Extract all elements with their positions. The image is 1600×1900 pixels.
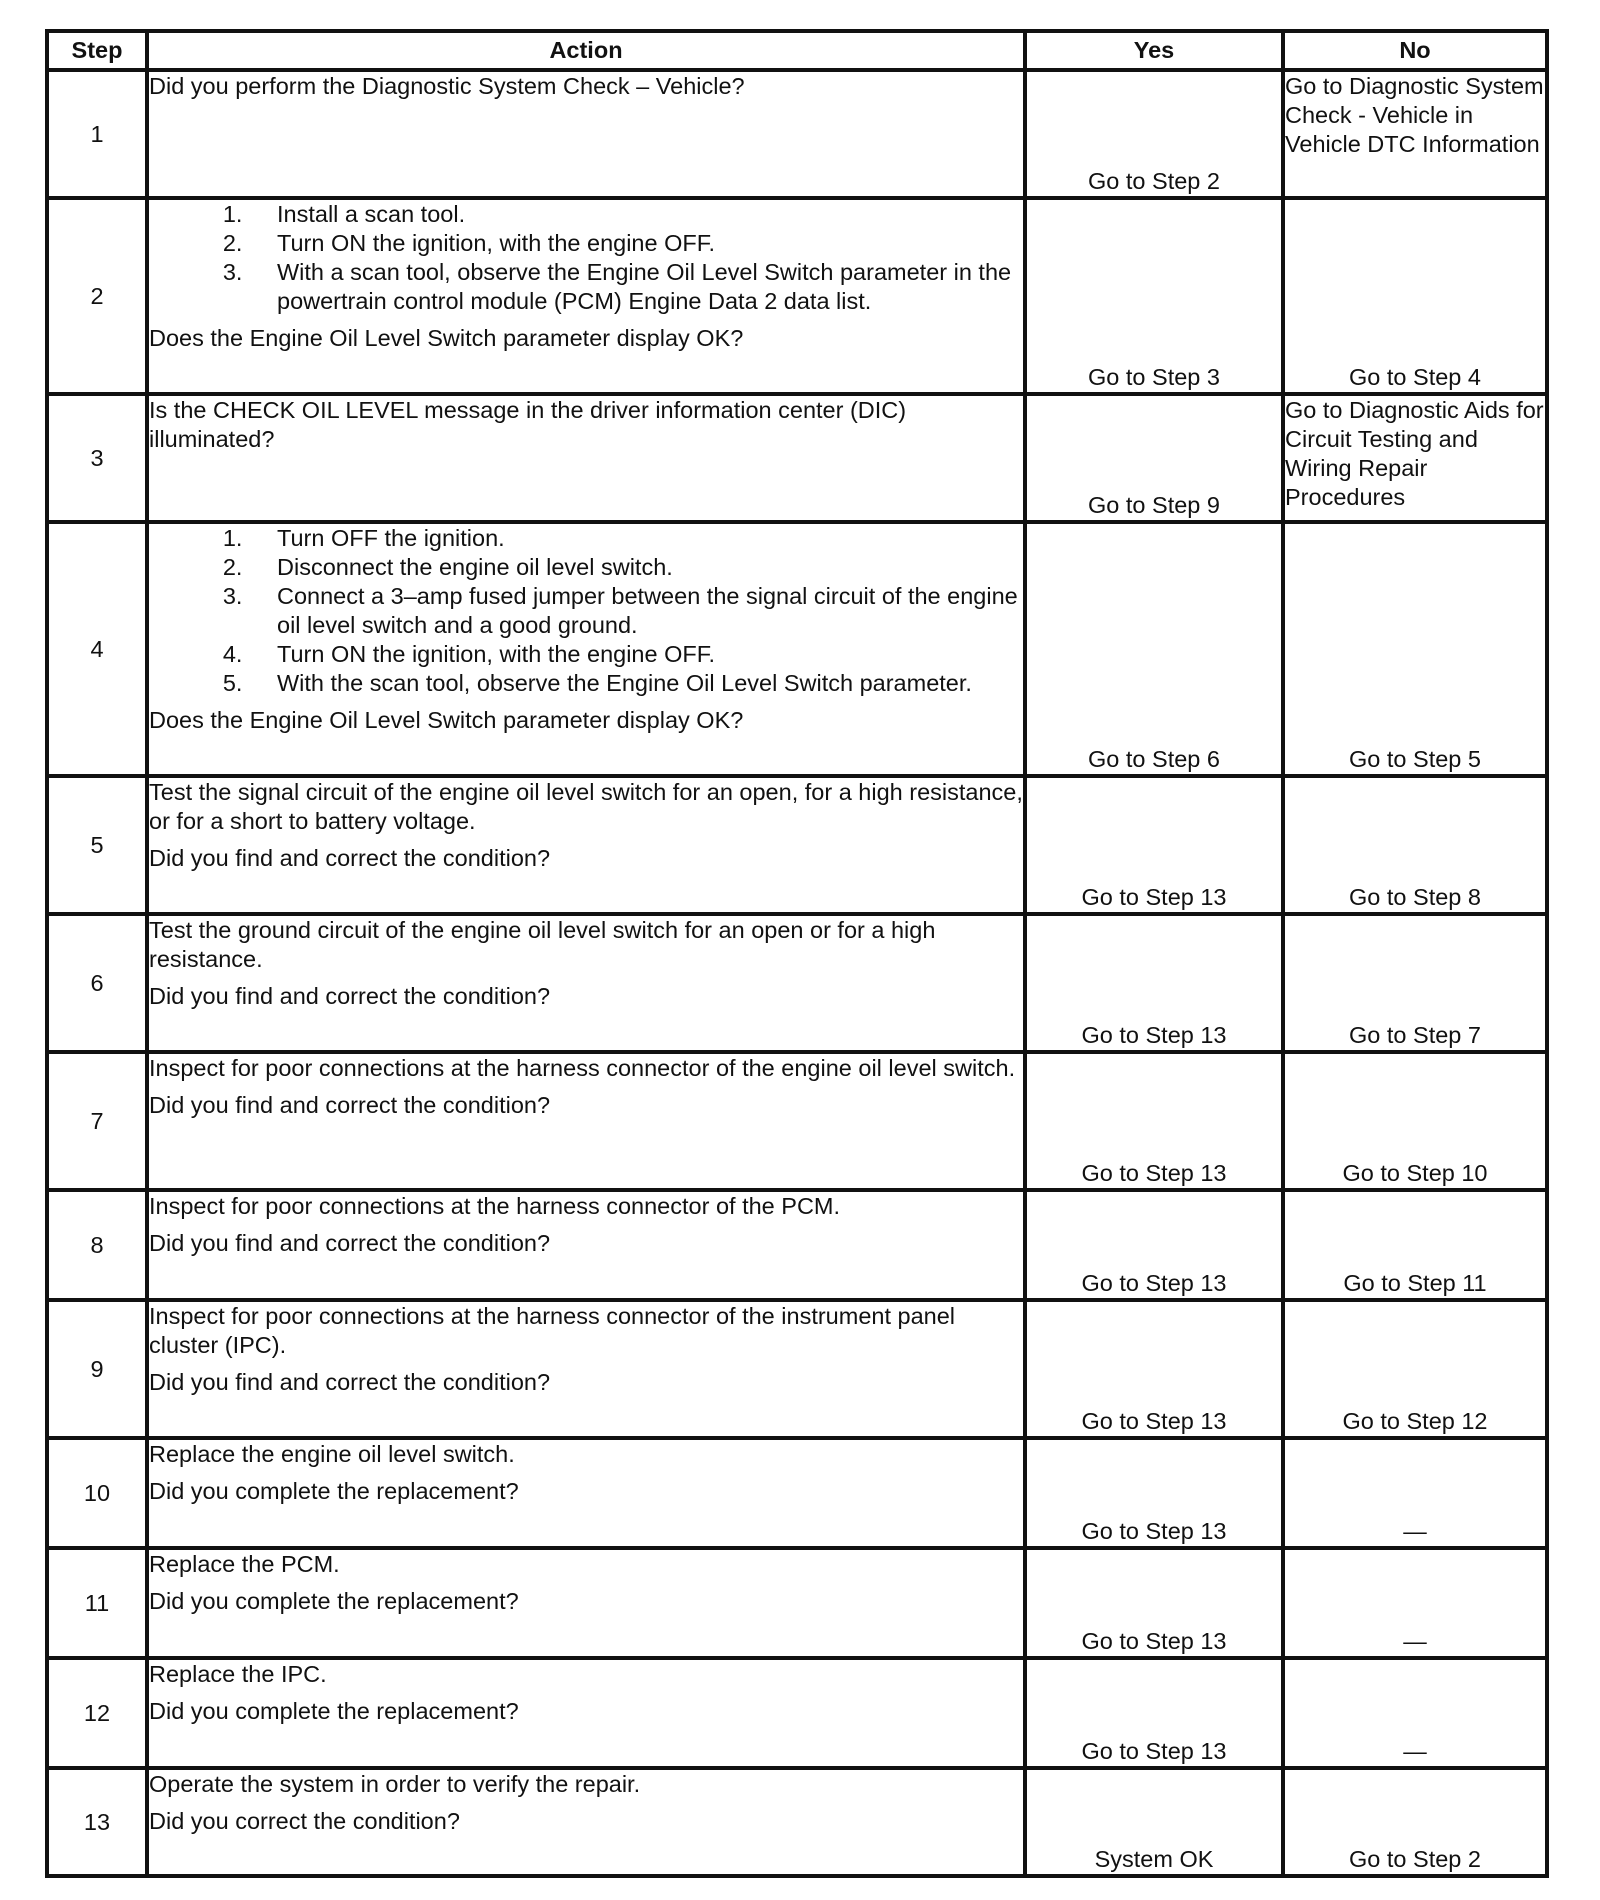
table-row [47, 522, 1547, 776]
action-content [149, 916, 1023, 1011]
yes-result: Go to Step 13 [1025, 914, 1283, 1052]
step-number: 4 [47, 522, 147, 776]
step-number: 9 [47, 1300, 147, 1438]
yes-result: Go to Step 13 [1025, 1190, 1283, 1300]
question-text: Did you complete the replacement? [149, 1698, 519, 1724]
procedure-list [149, 524, 1023, 698]
question-text: Did you complete the replacement? [149, 1588, 519, 1614]
action-content [149, 1192, 1023, 1258]
table-row [47, 1190, 1547, 1300]
action-text: Inspect for poor connections at the harness connector of the instrument panel cluster (IPC). [149, 1303, 956, 1358]
step-number: 7 [47, 1052, 147, 1190]
step-number: 3 [47, 394, 147, 522]
step-number: 8 [47, 1190, 147, 1300]
table-row [47, 1052, 1547, 1190]
table-row [47, 198, 1547, 394]
step-number: 2 [47, 198, 147, 394]
action-text: Replace the PCM. [149, 1551, 340, 1577]
action-cell [147, 776, 1025, 914]
no-result: Go to Step 10 [1283, 1052, 1547, 1190]
action-text: Operate the system in order to verify the repair. [149, 1771, 641, 1797]
diagnostic-table [45, 29, 1549, 1878]
action-cell [147, 1052, 1025, 1190]
question-text: Did you find and correct the condition? [149, 845, 551, 871]
table-row [47, 70, 1547, 198]
step-number: 1 [47, 70, 147, 198]
list-item: 1. Install a scan tool. [249, 200, 1023, 229]
action-content [149, 1302, 1023, 1397]
yes-result: Go to Step 3 [1025, 198, 1283, 394]
no-header: No [1283, 31, 1547, 70]
table-row [47, 1658, 1547, 1768]
question-text: Did you find and correct the condition? [149, 1230, 551, 1256]
table-row [47, 394, 1547, 522]
yes-result: Go to Step 13 [1025, 1438, 1283, 1548]
no-result: — [1283, 1658, 1547, 1768]
table-row [47, 914, 1547, 1052]
action-content [149, 1550, 1023, 1616]
action-text: Did you perform the Diagnostic System Check – Vehicle? [149, 73, 745, 99]
action-content [149, 778, 1023, 873]
action-cell [147, 1190, 1025, 1300]
yes-result: Go to Step 9 [1025, 394, 1283, 522]
list-item: 1. Turn OFF the ignition. [249, 524, 1023, 553]
list-item: 2. Disconnect the engine oil level switch. [249, 553, 1023, 582]
no-result: Go to Step 12 [1283, 1300, 1547, 1438]
action-header: Action [147, 31, 1025, 70]
question-text: Does the Engine Oil Level Switch parameter display OK? [149, 707, 744, 733]
step-number: 10 [47, 1438, 147, 1548]
table-row [47, 1300, 1547, 1438]
list-item: 4. Turn ON the ignition, with the engine OFF. [249, 640, 1023, 669]
no-result: Go to Diagnostic Aids for Circuit Testing and Wiring Repair Procedures [1283, 394, 1547, 522]
action-cell [147, 1768, 1025, 1876]
question-text: Did you find and correct the condition? [149, 1369, 551, 1395]
step-number: 6 [47, 914, 147, 1052]
action-content [149, 1660, 1023, 1726]
yes-result: Go to Step 13 [1025, 1658, 1283, 1768]
yes-header: Yes [1025, 31, 1283, 70]
action-cell [147, 1300, 1025, 1438]
step-number: 13 [47, 1768, 147, 1876]
step-header: Step [47, 31, 147, 70]
procedure-list [149, 200, 1023, 316]
action-text: Replace the engine oil level switch. [149, 1441, 515, 1467]
yes-result: System OK [1025, 1768, 1283, 1876]
question-text: Does the Engine Oil Level Switch parameter display OK? [149, 325, 744, 351]
question-text: Did you find and correct the condition? [149, 983, 551, 1009]
action-text: Test the signal circuit of the engine oil level switch for an open, for a high resistance, or for a short to battery voltage. [149, 779, 1023, 834]
no-result: — [1283, 1548, 1547, 1658]
action-cell [147, 70, 1025, 198]
question-text: Did you correct the condition? [149, 1808, 460, 1834]
action-text: Inspect for poor connections at the harness connector of the PCM. [149, 1193, 841, 1219]
list-item: 3. With a scan tool, observe the Engine Oil Level Switch parameter in the powertrain control module (PCM) Engine Data 2 data list. [249, 258, 1023, 316]
question-text: Did you complete the replacement? [149, 1478, 519, 1504]
action-cell [147, 914, 1025, 1052]
yes-result: Go to Step 13 [1025, 1300, 1283, 1438]
list-item: 5. With the scan tool, observe the Engine Oil Level Switch parameter. [249, 669, 1023, 698]
action-content [149, 524, 1023, 735]
no-result: Go to Step 7 [1283, 914, 1547, 1052]
action-content [149, 1054, 1023, 1120]
step-number: 11 [47, 1548, 147, 1658]
yes-result: Go to Step 6 [1025, 522, 1283, 776]
no-result: Go to Step 8 [1283, 776, 1547, 914]
action-cell [147, 1438, 1025, 1548]
no-result: — [1283, 1438, 1547, 1548]
list-item: 3. Connect a 3–amp fused jumper between the signal circuit of the engine oil level switch and a good ground. [249, 582, 1023, 640]
yes-result: Go to Step 13 [1025, 1052, 1283, 1190]
action-content [149, 1440, 1023, 1506]
action-text: Replace the IPC. [149, 1661, 327, 1687]
action-content [149, 1770, 1023, 1836]
no-result: Go to Step 11 [1283, 1190, 1547, 1300]
yes-result: Go to Step 13 [1025, 776, 1283, 914]
header-row [47, 31, 1547, 70]
action-cell [147, 1658, 1025, 1768]
no-result: Go to Step 5 [1283, 522, 1547, 776]
table-row [47, 776, 1547, 914]
action-cell [147, 394, 1025, 522]
table-row [47, 1438, 1547, 1548]
no-result: Go to Diagnostic System Check - Vehicle in Vehicle DTC Information [1283, 70, 1547, 198]
table-row [47, 1768, 1547, 1876]
action-cell [147, 522, 1025, 776]
action-cell [147, 1548, 1025, 1658]
yes-result: Go to Step 2 [1025, 70, 1283, 198]
action-text: Is the CHECK OIL LEVEL message in the driver information center (DIC) illuminated? [149, 397, 907, 452]
no-result: Go to Step 4 [1283, 198, 1547, 394]
action-cell [147, 198, 1025, 394]
step-number: 12 [47, 1658, 147, 1768]
action-content [149, 200, 1023, 353]
action-text: Inspect for poor connections at the harness connector of the engine oil level switch. [149, 1055, 1016, 1081]
action-text: Test the ground circuit of the engine oil level switch for an open or for a high resistance. [149, 917, 936, 972]
step-number: 5 [47, 776, 147, 914]
question-text: Did you find and correct the condition? [149, 1092, 551, 1118]
table-row [47, 1548, 1547, 1658]
no-result: Go to Step 2 [1283, 1768, 1547, 1876]
list-item: 2. Turn ON the ignition, with the engine OFF. [249, 229, 1023, 258]
yes-result: Go to Step 13 [1025, 1548, 1283, 1658]
